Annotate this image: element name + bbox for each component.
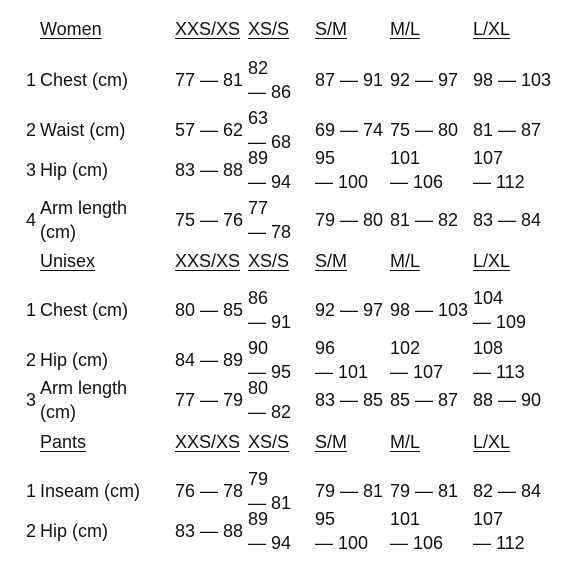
row-number: 2: [26, 120, 37, 140]
row-number: 3: [26, 160, 37, 180]
line: 95: [315, 148, 336, 168]
measurement-cell: [315, 146, 368, 194]
line: 102: [390, 338, 421, 358]
measurement-cell: [390, 146, 443, 194]
line: 101: [390, 148, 421, 168]
measurement-cell: [248, 376, 291, 424]
line: Arm length: [40, 198, 128, 218]
line: — 106: [390, 172, 444, 192]
measurement-cell: [248, 286, 291, 334]
row-label: [40, 376, 127, 424]
line: — 101: [315, 362, 369, 382]
size-header: XXS/XS: [175, 251, 241, 271]
measurement-cell: 75 — 80: [390, 120, 459, 140]
line: 77: [248, 198, 269, 218]
measurement-cell: [473, 286, 526, 334]
size-header: S/M: [315, 251, 348, 271]
measurement-cell: 98 — 103: [390, 300, 469, 320]
row-label: Hip (cm): [40, 160, 108, 180]
line: (cm): [40, 222, 76, 242]
line: 107: [473, 509, 504, 529]
line: — 100: [315, 533, 369, 553]
row-label: Chest (cm): [40, 70, 129, 90]
measurement-cell: 83 — 88: [175, 521, 244, 541]
line: 90: [248, 338, 269, 358]
line: 89: [248, 148, 269, 168]
line: 108: [473, 338, 504, 358]
size-header: M/L: [390, 432, 421, 452]
line: — 94: [248, 172, 292, 192]
row-label: Chest (cm): [40, 300, 129, 320]
measurement-cell: 77 — 81: [175, 70, 244, 90]
section-title: Unisex: [40, 251, 96, 271]
measurement-cell: 85 — 87: [390, 390, 459, 410]
measurement-cell: [248, 56, 291, 104]
line: 89: [248, 509, 269, 529]
line: 82: [248, 58, 269, 78]
line: — 95: [248, 362, 292, 382]
size-header: S/M: [315, 19, 348, 39]
line: 95: [315, 509, 336, 529]
size-header: S/M: [315, 432, 348, 452]
measurement-cell: 83 — 84: [473, 210, 542, 230]
measurement-cell: 84 — 89: [175, 350, 244, 370]
size-header: XXS/XS: [175, 19, 241, 39]
row-label: Inseam (cm): [40, 481, 141, 501]
measurement-cell: 57 — 62: [175, 120, 244, 140]
measurement-cell: 77 — 79: [175, 390, 244, 410]
measurement-cell: 79 — 81: [315, 481, 384, 501]
row-label: Hip (cm): [40, 350, 108, 370]
size-header: M/L: [390, 19, 421, 39]
measurement-cell: 81 — 82: [390, 210, 459, 230]
line: 101: [390, 509, 421, 529]
measurement-cell: 80 — 85: [175, 300, 244, 320]
row-number: 1: [26, 70, 37, 90]
row-number: 2: [26, 521, 37, 541]
measurement-cell: 76 — 78: [175, 481, 244, 501]
measurement-cell: 75 — 76: [175, 210, 244, 230]
measurement-cell: [390, 507, 443, 555]
line: — 81: [248, 493, 292, 513]
row-number: 1: [26, 300, 37, 320]
line: 107: [473, 148, 504, 168]
line: — 112: [473, 172, 525, 192]
line: 96: [315, 338, 336, 358]
line: — 109: [473, 312, 527, 332]
measurement-cell: 79 — 81: [390, 481, 459, 501]
size-header: XS/S: [248, 432, 290, 452]
measurement-cell: [390, 336, 443, 384]
line: 86: [248, 288, 269, 308]
line: — 78: [248, 222, 292, 242]
measurement-cell: [248, 146, 291, 194]
line: 104: [473, 288, 504, 308]
row-number: 2: [26, 350, 37, 370]
measurement-cell: 92 — 97: [390, 70, 459, 90]
line: — 86: [248, 82, 292, 102]
size-header: L/XL: [473, 251, 511, 271]
section-title: Pants: [40, 432, 87, 452]
row-number: 1: [26, 481, 37, 501]
line: — 106: [390, 533, 444, 553]
measurement-cell: [315, 336, 368, 384]
measurement-cell: [248, 507, 291, 555]
measurement-cell: [473, 336, 525, 384]
line: — 113: [473, 362, 525, 382]
line: — 100: [315, 172, 369, 192]
row-label: [40, 196, 127, 244]
section-title: Women: [40, 19, 102, 39]
line: — 94: [248, 533, 292, 553]
measurement-cell: [473, 146, 525, 194]
row-number: 3: [26, 390, 37, 410]
line: 63: [248, 108, 269, 128]
size-header: XS/S: [248, 251, 290, 271]
measurement-cell: 88 — 90: [473, 390, 542, 410]
line: Arm length: [40, 378, 128, 398]
line: — 82: [248, 402, 292, 422]
measurement-cell: 83 — 88: [175, 160, 244, 180]
size-header: L/XL: [473, 19, 511, 39]
measurement-cell: 69 — 74: [315, 120, 384, 140]
line: (cm): [40, 402, 76, 422]
measurement-cell: 98 — 103: [473, 70, 552, 90]
measurement-cell: 79 — 80: [315, 210, 384, 230]
size-header: M/L: [390, 251, 421, 271]
line: — 112: [473, 533, 525, 553]
measurement-cell: [248, 196, 291, 244]
row-number: 4: [26, 210, 37, 230]
line: — 68: [248, 132, 292, 152]
measurement-cell: [315, 507, 368, 555]
measurement-cell: [473, 507, 525, 555]
measurement-cell: 83 — 85: [315, 390, 384, 410]
size-header: XS/S: [248, 19, 290, 39]
line: — 91: [248, 312, 292, 332]
measurement-cell: 87 — 91: [315, 70, 384, 90]
row-label: Hip (cm): [40, 521, 108, 541]
measurement-cell: 81 — 87: [473, 120, 542, 140]
size-header: XXS/XS: [175, 432, 241, 452]
line: 79: [248, 469, 269, 489]
size-header: L/XL: [473, 432, 511, 452]
line: — 107: [390, 362, 444, 382]
line: 80: [248, 378, 269, 398]
row-label: Waist (cm): [40, 120, 126, 140]
measurement-cell: 92 — 97: [315, 300, 384, 320]
measurement-cell: 82 — 84: [473, 481, 542, 501]
